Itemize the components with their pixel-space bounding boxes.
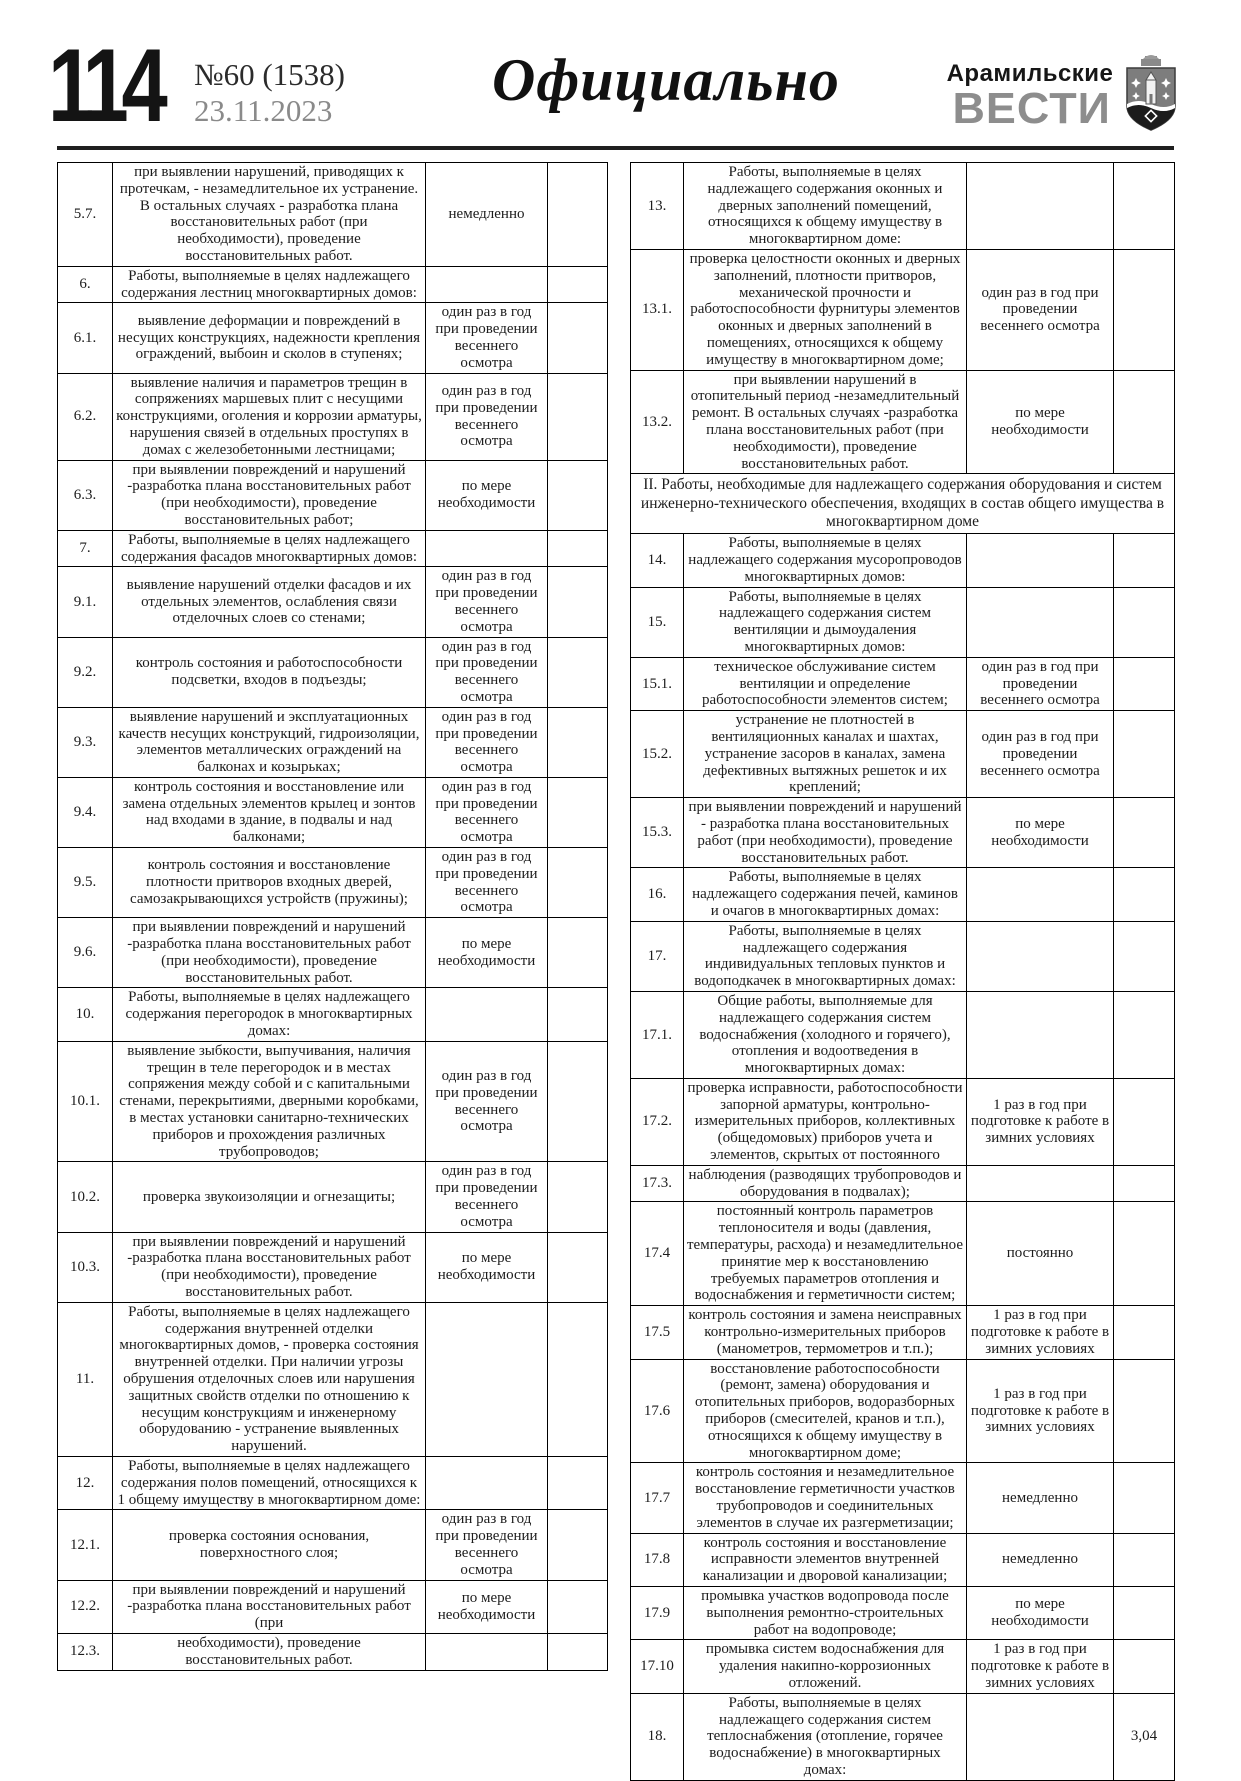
work-description: Общие работы, выполняемые для надлежащего содержания систем водоснабжения (холодного и горячего), отопления и водоотведения в многоквартирных домах: [684, 991, 967, 1078]
table-row [58, 460, 608, 530]
frequency: один раз в год при проведении весеннего осмотра [967, 249, 1114, 370]
table-row [631, 474, 1175, 534]
header-rule [57, 146, 1174, 150]
table-row [631, 1165, 1175, 1202]
work-description: Работы, выполняемые в целях надлежащего содержания систем вентиляции и дымоудаления многоквартирных домов: [684, 587, 967, 657]
row-number: 6.3. [58, 460, 113, 530]
work-description: Работы, выполняемые в целях надлежащего содержания полов помещений, относящихся к 1 общему имуществу в многоквартирном доме: [113, 1456, 426, 1509]
frequency [967, 163, 1114, 250]
frequency: постоянно [967, 1202, 1114, 1306]
cost-value [548, 988, 608, 1041]
work-description: контроль состояния и работоспособности подсветки, входов в подъезды; [113, 637, 426, 707]
table-row [58, 1633, 608, 1670]
cost-value [1114, 991, 1175, 1078]
frequency [967, 921, 1114, 991]
work-description: необходимости), проведение восстановительных работ. [113, 1633, 426, 1670]
table-row [58, 1232, 608, 1302]
frequency [426, 1456, 548, 1509]
row-number: 17.5 [631, 1306, 684, 1359]
table-row [58, 163, 608, 267]
frequency: по мере необходимости [967, 798, 1114, 868]
cost-value [548, 1456, 608, 1509]
table-row [631, 868, 1175, 921]
frequency [426, 1302, 548, 1456]
work-description: при выявлении повреждений и нарушений -разработка плана восстановительных работ (при [113, 1580, 426, 1633]
cost-value [548, 266, 608, 303]
newspaper-logo [945, 60, 1115, 133]
cost-value [548, 460, 608, 530]
row-number: 6.2. [58, 373, 113, 460]
table-row [631, 1306, 1175, 1359]
rubric-title: Официально [492, 47, 840, 113]
frequency: немедленно [967, 1463, 1114, 1533]
row-number: 10. [58, 988, 113, 1041]
left-column [57, 162, 607, 1671]
works-table-left [57, 162, 608, 1671]
row-number: 17. [631, 921, 684, 991]
table-row [58, 848, 608, 918]
cost-value [548, 1041, 608, 1162]
row-number: 9.6. [58, 918, 113, 988]
work-description: Работы, выполняемые в целях надлежащего содержания систем теплоснабжения (отопление, горячее водоснабжение) в многоквартирных домах: [684, 1693, 967, 1780]
table-row [631, 711, 1175, 798]
work-description: Работы, выполняемые в целях надлежащего содержания внутренней отделки многоквартирных домов, - проверка состояния внутренней отделки. При наличии угрозы обрушения отделочных слоев или нарушения защитных свойств отделки по отношению к несущим конструкциям и инженерному оборудованию - устранение выявленных нарушений. [113, 1302, 426, 1456]
table-row [58, 1510, 608, 1580]
row-number: 9.5. [58, 848, 113, 918]
table-row [631, 587, 1175, 657]
cost-value [1114, 1078, 1175, 1165]
cost-value [1114, 1165, 1175, 1202]
table-row [58, 373, 608, 460]
frequency [426, 266, 548, 303]
cost-value [548, 373, 608, 460]
work-description: проверка целостности оконных и дверных заполнений, плотности притворов, механической прочности и работоспособности фурнитуры элементов оконных и дверных заполнений в помещениях, относящихся к общему имуществу в многоквартирном доме; [684, 249, 967, 370]
row-number: 7. [58, 530, 113, 567]
row-number: 15.3. [631, 798, 684, 868]
cost-value [548, 777, 608, 847]
cost-value [1114, 587, 1175, 657]
work-description: проверка состояния основания, поверхностного слоя; [113, 1510, 426, 1580]
row-number: 9.2. [58, 637, 113, 707]
cost-value [548, 1510, 608, 1580]
row-number: 6. [58, 266, 113, 303]
work-description: промывка участков водопровода после выполнения ремонтно-строительных работ на водопроводе; [684, 1587, 967, 1640]
work-description: контроль состояния и восстановление или замена отдельных элементов крылец и зонтов над входами в здание, в подвалы и над балконами; [113, 777, 426, 847]
work-description: при выявлении нарушений в отопительный период -незамедлительный ремонт. В остальных случаях -разработка плана восстановительных работ (при необходимости), проведение восстановительных работ. [684, 370, 967, 474]
row-number: 14. [631, 534, 684, 587]
work-description: проверка звукоизоляции и огнезащиты; [113, 1162, 426, 1232]
row-number: 17.9 [631, 1587, 684, 1640]
frequency: один раз в год при проведении весеннего осмотра [426, 1510, 548, 1580]
row-number: 10.1. [58, 1041, 113, 1162]
table-row [58, 988, 608, 1041]
row-number: 15. [631, 587, 684, 657]
row-number: 17.8 [631, 1533, 684, 1586]
cost-value [1114, 249, 1175, 370]
table-row [631, 798, 1175, 868]
frequency: по мере необходимости [426, 460, 548, 530]
table-row [631, 1359, 1175, 1463]
frequency: один раз в год при проведении весеннего осмотра [426, 848, 548, 918]
frequency [967, 991, 1114, 1078]
row-number: 15.2. [631, 711, 684, 798]
cost-value [1114, 1533, 1175, 1586]
frequency: 1 раз в год при подготовке к работе в зимних условиях [967, 1078, 1114, 1165]
cost-value [1114, 868, 1175, 921]
row-number: 9.4. [58, 777, 113, 847]
cost-value [1114, 711, 1175, 798]
cost-value [1114, 370, 1175, 474]
table-row [58, 1456, 608, 1509]
cost-value [1114, 1359, 1175, 1463]
cost-value [548, 918, 608, 988]
table-row [58, 1302, 608, 1456]
table-row [631, 1587, 1175, 1640]
row-number: 6.1. [58, 303, 113, 373]
work-description: постоянный контроль параметров теплоносителя и воды (давления, температуры, расхода) и незамедлительное принятие мер к восстановлению требуемых параметров отопления и водоснабжения и герметичности систем; [684, 1202, 967, 1306]
frequency: по мере необходимости [426, 1580, 548, 1633]
cost-value [1114, 1306, 1175, 1359]
frequency: один раз в год при проведении весеннего осмотра [426, 777, 548, 847]
work-description: выявление нарушений и эксплуатационных качеств несущих конструкций, гидроизоляции, элементов металлических ограждений на балконах и козырьках; [113, 707, 426, 777]
frequency [967, 868, 1114, 921]
work-description: выявление наличия и параметров трещин в сопряжениях маршевых плит с несущими конструкциями, оголения и коррозии арматуры, нарушения связей в отдельных проступях в домах с железобетонными лестницами; [113, 373, 426, 460]
work-description: устранение не плотностей в вентиляционных каналах и шахтах, устранение засоров в каналах, замена дефективных вытяжных решеток и их креплений; [684, 711, 967, 798]
page-number: 114 [48, 28, 161, 144]
table-row [631, 534, 1175, 587]
row-number: 17.2. [631, 1078, 684, 1165]
work-description: при выявлении нарушений, приводящих к протечкам, - незамедлительное их устранение. В остальных случаях - разработка плана восстановительных работ (при необходимости), проведение восстановительных работ. [113, 163, 426, 267]
frequency: немедленно [967, 1533, 1114, 1586]
work-description: при выявлении повреждений и нарушений -разработка плана восстановительных работ (при необходимости), проведение восстановительных работ. [113, 918, 426, 988]
row-number: 17.4 [631, 1202, 684, 1306]
frequency: один раз в год при проведении весеннего осмотра [426, 1041, 548, 1162]
table-row [58, 1580, 608, 1633]
row-number: 17.1. [631, 991, 684, 1078]
cost-value [548, 1633, 608, 1670]
work-description: Работы, выполняемые в целях надлежащего содержания оконных и дверных заполнений помещений, относящихся к общему имуществу в многоквартирном доме: [684, 163, 967, 250]
table-row [631, 249, 1175, 370]
row-number: 12.3. [58, 1633, 113, 1670]
cost-value [548, 637, 608, 707]
frequency [426, 988, 548, 1041]
cost-value [548, 163, 608, 267]
issue-number: №60 (1538) [194, 57, 345, 92]
work-description: Работы, выполняемые в целях надлежащего содержания индивидуальных тепловых пунктов и водоподкачек в многоквартирных домах: [684, 921, 967, 991]
table-row [58, 637, 608, 707]
work-description: контроль состояния и восстановление плотности притворов входных дверей, самозакрывающихся устройств (пружины); [113, 848, 426, 918]
frequency: один раз в год при проведении весеннего осмотра [426, 373, 548, 460]
work-description: наблюдения (разводящих трубопроводов и оборудования в подвалах); [684, 1165, 967, 1202]
frequency: один раз в год при проведении весеннего осмотра [426, 567, 548, 637]
table-row [631, 1463, 1175, 1533]
work-description: при выявлении повреждений и нарушений -разработка плана восстановительных работ (при необходимости), проведение восстановительных работ. [113, 1232, 426, 1302]
frequency: один раз в год при проведении весеннего осмотра [426, 707, 548, 777]
row-number: 13. [631, 163, 684, 250]
row-number: 12.2. [58, 1580, 113, 1633]
row-number: 18. [631, 1693, 684, 1780]
row-number: 16. [631, 868, 684, 921]
row-number: 17.7 [631, 1463, 684, 1533]
frequency: по мере необходимости [426, 1232, 548, 1302]
cost-value [548, 567, 608, 637]
cost-value [548, 707, 608, 777]
row-number: 17.10 [631, 1640, 684, 1693]
row-number: 5.7. [58, 163, 113, 267]
newspaper-name-top: Арамильские [946, 60, 1114, 87]
frequency: один раз в год при проведении весеннего осмотра [426, 637, 548, 707]
row-number: 10.2. [58, 1162, 113, 1232]
cost-value [548, 530, 608, 567]
cost-value [1114, 534, 1175, 587]
table-row [631, 1078, 1175, 1165]
section-header: II. Работы, необходимые для надлежащего содержания оборудования и систем инженерно-технического обеспечения, входящих в состав общего имущества в многоквартирном доме [631, 474, 1175, 534]
cost-value [548, 1232, 608, 1302]
table-row [58, 266, 608, 303]
cost-value [1114, 1463, 1175, 1533]
frequency: один раз в год при проведении весеннего осмотра [967, 657, 1114, 710]
table-row [631, 163, 1175, 250]
row-number: 15.1. [631, 657, 684, 710]
frequency [967, 534, 1114, 587]
frequency: по мере необходимости [967, 370, 1114, 474]
work-description: контроль состояния и восстановление исправности элементов внутренней канализации и дворовой канализации; [684, 1533, 967, 1586]
issue-date: 23.11.2023 [194, 92, 333, 128]
cost-value [1114, 798, 1175, 868]
frequency [967, 1165, 1114, 1202]
table-row [631, 1533, 1175, 1586]
table-row [631, 657, 1175, 710]
works-table-right [630, 162, 1175, 1781]
work-description: при выявлении повреждений и нарушений - разработка плана восстановительных работ (при необходимости), проведение восстановительных работ. [684, 798, 967, 868]
work-description: восстановление работоспособности (ремонт, замена) оборудования и отопительных приборов, водоразборных приборов (смесителей, кранов и т.п.), относящихся к общему имуществу в многоквартирном доме; [684, 1359, 967, 1463]
row-number: 13.2. [631, 370, 684, 474]
frequency [967, 1693, 1114, 1780]
frequency: один раз в год при проведении весеннего осмотра [426, 303, 548, 373]
newspaper-name-bottom: ВЕСТИ [952, 84, 1111, 133]
work-description: контроль состояния и замена неисправных контрольно-измерительных приборов (манометров, термометров и т.п.); [684, 1306, 967, 1359]
work-description: выявление нарушений отделки фасадов и их отдельных элементов, ослабления связи отделочных слоев со стенами; [113, 567, 426, 637]
aramil-coat-of-arms-icon [1124, 54, 1178, 139]
row-number: 12.1. [58, 1510, 113, 1580]
cost-value [548, 303, 608, 373]
work-description: Работы, выполняемые в целях надлежащего содержания лестниц многоквартирных домов: [113, 266, 426, 303]
work-description: проверка исправности, работоспособности запорной арматуры, контрольно-измерительных приборов, коллективных (общедомовых) приборов учета и элементов, скрытых от постоянного [684, 1078, 967, 1165]
work-description: Работы, выполняемые в целях надлежащего содержания перегородок в многоквартирных домах: [113, 988, 426, 1041]
table-row [631, 991, 1175, 1078]
table-row [58, 918, 608, 988]
table-row [631, 370, 1175, 474]
cost-value [1114, 1640, 1175, 1693]
cost-value [1114, 921, 1175, 991]
table-row [58, 777, 608, 847]
frequency: немедленно [426, 163, 548, 267]
work-description: техническое обслуживание систем вентиляции и определение работоспособности элементов систем; [684, 657, 967, 710]
row-number: 10.3. [58, 1232, 113, 1302]
work-description: Работы, выполняемые в целях надлежащего содержания мусоропроводов многоквартирных домов: [684, 534, 967, 587]
cost-value [1114, 657, 1175, 710]
cost-value [548, 1580, 608, 1633]
row-number: 9.3. [58, 707, 113, 777]
frequency: один раз в год при проведении весеннего осмотра [426, 1162, 548, 1232]
row-number: 13.1. [631, 249, 684, 370]
table-row [58, 1041, 608, 1162]
work-description: контроль состояния и незамедлительное восстановление герметичности участков трубопроводов и соединительных элементов в случае их разгерметизации; [684, 1463, 967, 1533]
table-row [58, 567, 608, 637]
cost-value: 3,04 [1114, 1693, 1175, 1780]
work-description: при выявлении повреждений и нарушений -разработка плана восстановительных работ (при необходимости), проведение восстановительных работ; [113, 460, 426, 530]
table-row [58, 707, 608, 777]
frequency: по мере необходимости [967, 1587, 1114, 1640]
cost-value [548, 1302, 608, 1456]
row-number: 17.3. [631, 1165, 684, 1202]
frequency [426, 1633, 548, 1670]
cost-value [1114, 163, 1175, 250]
table-row [58, 1162, 608, 1232]
issue-block [194, 57, 345, 128]
work-description: промывка систем водоснабжения для удаления накипно-коррозионных отложений. [684, 1640, 967, 1693]
row-number: 11. [58, 1302, 113, 1456]
cost-value [1114, 1202, 1175, 1306]
row-number: 9.1. [58, 567, 113, 637]
work-description: Работы, выполняемые в целях надлежащего содержания фасадов многоквартирных домов: [113, 530, 426, 567]
table-row [631, 1693, 1175, 1780]
frequency: один раз в год при проведении весеннего осмотра [967, 711, 1114, 798]
frequency [967, 587, 1114, 657]
right-column [630, 162, 1174, 1781]
row-number: 12. [58, 1456, 113, 1509]
row-number: 17.6 [631, 1359, 684, 1463]
table-row [631, 1202, 1175, 1306]
table-row [58, 303, 608, 373]
work-description: Работы, выполняемые в целях надлежащего содержания печей, каминов и очагов в многоквартирных домах: [684, 868, 967, 921]
table-row [631, 921, 1175, 991]
cost-value [1114, 1587, 1175, 1640]
table-row [631, 1640, 1175, 1693]
frequency: по мере необходимости [426, 918, 548, 988]
frequency [426, 530, 548, 567]
cost-value [548, 1162, 608, 1232]
table-row [58, 530, 608, 567]
frequency: 1 раз в год при подготовке к работе в зимних условиях [967, 1640, 1114, 1693]
frequency: 1 раз в год при подготовке к работе в зимних условиях [967, 1359, 1114, 1463]
frequency: 1 раз в год при подготовке к работе в зимних условиях [967, 1306, 1114, 1359]
work-description: выявление зыбкости, выпучивания, наличия трещин в теле перегородок и в местах сопряжения между собой и с капитальными стенами, перекрытиями, дверными коробками, в местах установки санитарно-технических приборов и прохождения различных трубопроводов; [113, 1041, 426, 1162]
work-description: выявление деформации и повреждений в несущих конструкциях, надежности крепления ограждений, выбоин и сколов в ступенях; [113, 303, 426, 373]
cost-value [548, 848, 608, 918]
